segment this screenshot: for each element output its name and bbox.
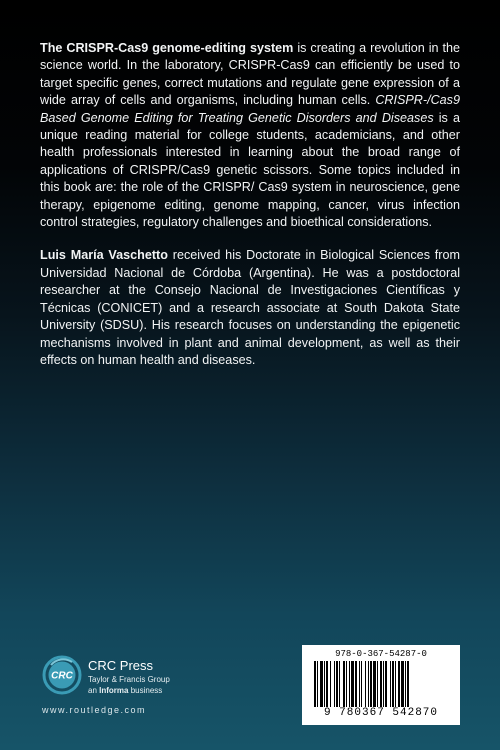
- author-bio-text: received his Doctorate in Biological Sciences from Universidad Nacional de Córdoba (Argentina). He was a postdoctoral researcher at the Consejo Nacional de Investigaciones Científicas y Técnicas (CONICET) and a research associate at South Dakota State University (SDSU). His research focuses on understanding the epigenetic mechanisms involved in plant and animal development, as well as their effects on human health and diseases.: [40, 248, 460, 367]
- crc-logo-icon: [42, 655, 82, 695]
- book-description: [40, 40, 460, 231]
- logo-lettering: CRC: [51, 670, 73, 682]
- description-lead: The CRISPR-Cas9 genome-editing system: [40, 41, 294, 55]
- isbn-number: 978-0-367-54287-0: [335, 649, 427, 659]
- barcode-bars: [314, 661, 448, 707]
- publisher-block: [42, 655, 242, 725]
- author-bio: [40, 247, 460, 369]
- isbn-barcode: [302, 645, 460, 725]
- barcode-digits: 9 780367 542870: [323, 707, 439, 719]
- description-text-2: is a unique reading material for college students, academicians, and other health professionals interested in learning about the broad range of applications of CRISPR/Cas9 genetic scissors. Some topics included in this book are: the role of the CRISPR/ Cas9 system in neuroscience, gene therapy, epigenome editing, genome mapping, cancer, virus infection control strategies, regulatory challenges and bioethical considerations.: [40, 110, 460, 230]
- blurb-text: [40, 40, 460, 369]
- publisher-website[interactable]: www.routledge.com: [42, 705, 147, 715]
- business-informa: Informa: [99, 686, 129, 695]
- description-text-1: is creating a revolution in the science world. In the laboratory, CRISPR-Cas9 can efficiently be used to target specific genes, correct mutations and regulate gene expression of a wide array of cells and organisms, including human cells.: [40, 41, 461, 108]
- publisher-business: [88, 686, 162, 695]
- business-prefix: an: [88, 686, 100, 695]
- author-name: Luis María Vaschetto: [40, 248, 168, 263]
- publisher-name: CRC Press: [88, 658, 154, 673]
- business-suffix: business: [128, 686, 163, 695]
- book-title-italic: CRISPR-/Cas9 Based Genome Editing for Treating Genetic Disorders and Diseases: [40, 93, 460, 125]
- publisher-group: Taylor & Francis Group: [88, 675, 170, 684]
